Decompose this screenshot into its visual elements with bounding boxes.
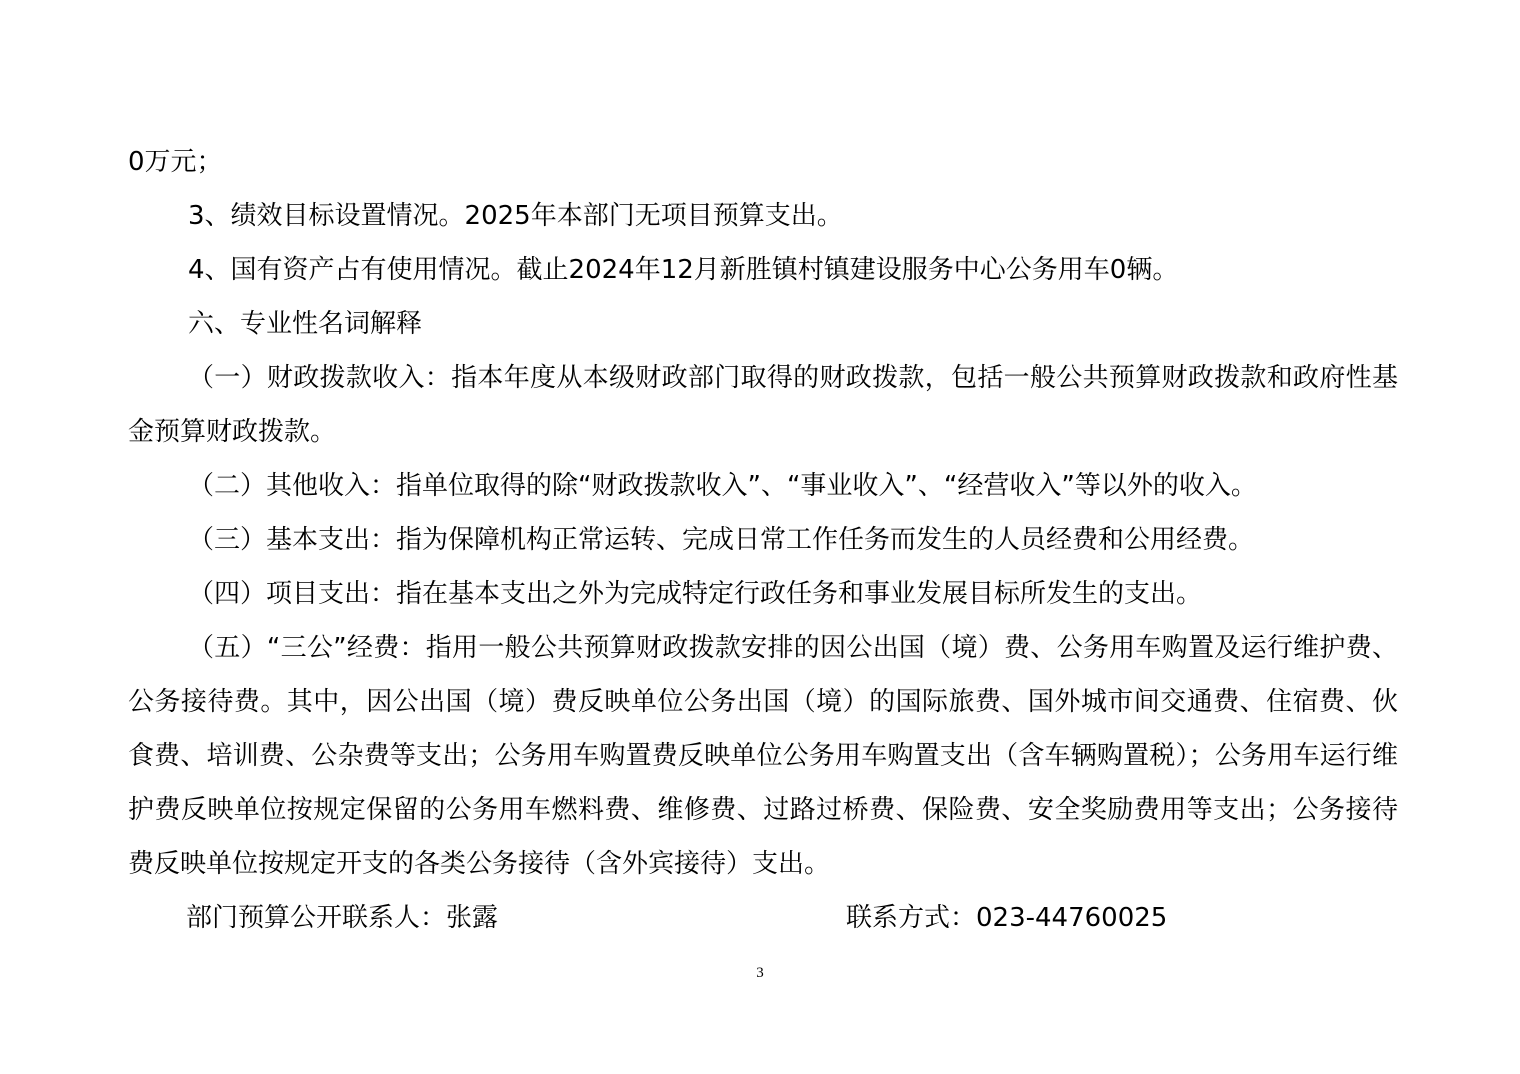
- term-fiscal-appropriation-income: （一）财政拨款收入：指本年度从本级财政部门取得的财政拨款，包括一般公共预算财政拨款和政府性基金预算财政拨款。: [128, 363, 1398, 447]
- contact-row: [128, 891, 1398, 945]
- term-three-public-expenses: （五）“三公”经费：指用一般公共预算财政拨款安排的因公出国（境）费、公务用车购置及运行维护费、公务接待费。其中，因公出国（境）费反映单位公务出国（境）的国际旅费、国外城市间交通费、住宿费、伙食费、培训费、公杂费等支出；公务用车购置费反映单位公务用车购置支出（含车辆购置税）；公务用车运行维护费反映单位按规定保留的公务用车燃料费、维修费、过路过桥费、保险费、安全奖励费用等支出；公务接待费反映单位按规定开支的各类公务接待（含外宾接待）支出。: [128, 633, 1398, 879]
- document-body: [128, 135, 1398, 945]
- contact-method: 联系方式：023-44760025: [846, 903, 1168, 933]
- page-number: 3: [756, 965, 764, 981]
- term-other-income: （二）其他收入：指单位取得的除“财政拨款收入”、“事业收入”、“经营收入”等以外的收入。: [188, 471, 1257, 501]
- paragraph-continuation: 0万元；: [128, 147, 223, 177]
- section-heading-terms: 六、专业性名词解释: [188, 309, 423, 339]
- paragraph-state-assets: 4、国有资产占有使用情况。截止2024年12月新胜镇村镇建设服务中心公务用车0辆。: [188, 255, 1179, 285]
- term-project-expenditure: （四）项目支出：指在基本支出之外为完成特定行政任务和事业发展目标所发生的支出。: [188, 579, 1203, 609]
- term-basic-expenditure: （三）基本支出：指为保障机构正常运转、完成日常工作任务而发生的人员经费和公用经费。: [188, 525, 1255, 555]
- contact-person: 部门预算公开联系人：张露: [186, 903, 499, 933]
- paragraph-performance-goals: 3、绩效目标设置情况。2025年本部门无项目预算支出。: [188, 201, 843, 231]
